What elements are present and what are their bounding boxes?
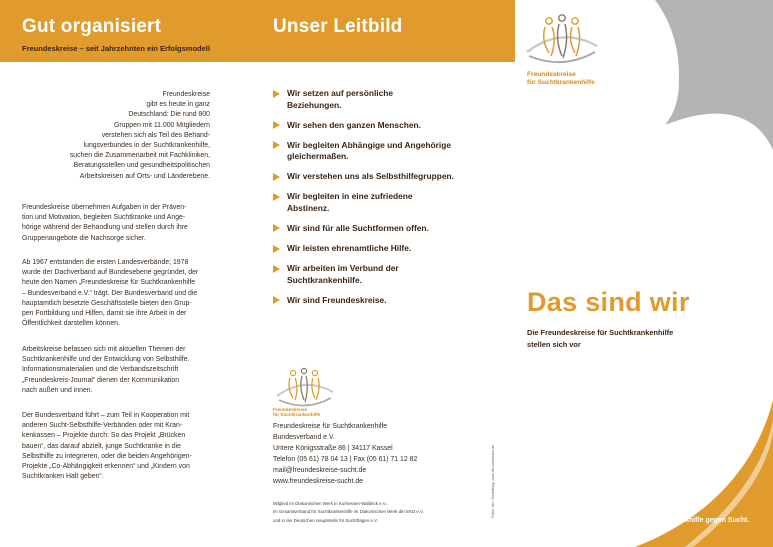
arrow-bullet-icon <box>273 193 280 201</box>
leitbild-item-text: Wir begleiten Abhängige und Angehörige gleichermaßen. <box>287 139 452 162</box>
arrow-bullet-icon <box>273 224 280 232</box>
arrow-bullet-icon <box>273 173 280 181</box>
panel2-header-band <box>257 0 515 62</box>
contact-org: Freundeskreise für Suchtkrankenhilfe <box>273 423 388 430</box>
leitbild-item <box>273 263 505 286</box>
panel-leitbild <box>257 0 515 547</box>
cover-logo-text: Freundeskreise für Suchtkrankenhilfe <box>527 71 595 86</box>
panel2-title: Unser Leitbild <box>273 16 403 37</box>
membership-line: Mitglied im Diakonischen Werk in Kurhessen-Waldeck e.V., <box>273 501 388 506</box>
contact-org-suffix: Bundesverband e.V. <box>273 434 335 442</box>
panel-cover <box>515 0 773 547</box>
leitbild-item <box>273 120 505 132</box>
leitbild-item <box>273 191 505 214</box>
panel1-title: Gut organisiert <box>22 16 162 37</box>
panel1-paragraph-geschichte: Ab 1967 entstanden die ersten Landesverbände; 1978 wurde der Dachverband auf Bundesebene gegründet, der heute den Namen „Freundeskreise für Suchtkrankenhilfe – Bundesverband e.V.“ trägt. Der Bundesverband und die hauptamtlich besetzte Geschäftsstelle bieten den Grup- pen Fortbildung und Hilfen, damit sie ihre Arbeit in der Öffentlichkeit darstellen können. <box>22 259 199 328</box>
membership-line: und in der Deutschen Hauptstelle für Suchtfragen e.V. <box>273 517 378 523</box>
leitbild-item <box>273 243 505 255</box>
panel1-paragraph-projekte: Der Bundesverband führt – zum Teil in Kooperation mit anderen Sucht-Selbsthilfe-Verbänden oder mit Kran- kenkassen – Projekte durch: So das Projekt „Brücken bauen“, das darauf abzielt, junge Suchtkranke in die Selbsthilfe zu integrieren, oder die beiden Angehörigen- Projekte „Co-Abhängigkeit erkennen“ und „Kindern von Suchtkranken Halt geben“. <box>22 412 192 481</box>
cover-title: Das sind wir <box>527 287 690 317</box>
leitbild-item <box>273 223 505 235</box>
leitbild-item-text: Wir arbeiten im Verbund der Suchtkrankenhilfe. <box>287 263 399 285</box>
design-credit: Fotos: nfo / Gestaltung: www.nfo-annemarie.de <box>491 444 495 518</box>
arrow-bullet-icon <box>273 90 280 98</box>
leitbild-item-text: Wir setzen auf persönliche Beziehungen. <box>287 88 394 110</box>
leitbild-item <box>273 140 505 163</box>
panel-gut-organisiert <box>0 0 257 547</box>
leitbild-item-text: Wir leisten ehrenamtliche Hilfe. <box>287 243 412 254</box>
leitbild-item-text: Wir verstehen uns als Selbsthilfegruppen. <box>287 171 454 182</box>
leitbild-list <box>273 88 505 315</box>
panel1-intro-paragraph: Freundeskreise gibt es heute in ganz Deutschland: Die rund 800 Gruppen mit 11.000 Mitgliedern verstehen sich als Teil des Behand- lungsverbundes in der Suchtkrankenhilfe, suchen die Zusammenarbeit mit Fachkliniken, Beratungsstellen und gesundheitspolitischen Arbeitskreisen auf Orts- und Länderebene. <box>69 91 210 180</box>
panel1-subtitle: Freundeskreise – seit Jahrzehnten ein Erfolgsmodell <box>22 44 210 53</box>
cover-tagline: Selbsthilfe gegen Sucht. <box>668 517 750 524</box>
contact-block <box>273 421 503 488</box>
arrow-bullet-icon <box>273 265 280 273</box>
leitbild-item <box>273 171 505 183</box>
leitbild-item-text: Wir begleiten in eine zufriedene Abstinenz. <box>287 191 413 213</box>
contact-website: www.freundeskreise-sucht.de <box>273 478 364 486</box>
leitbild-item-text: Wir sind Freundeskreise. <box>287 294 387 305</box>
membership-note <box>273 500 509 525</box>
contact-address: Untere Königsstraße 86 | 34117 Kassel <box>273 445 393 453</box>
contact-phone-fax: Telefon (05 61) 78 04 13 | Fax (05 61) 71 12 82 <box>273 456 418 464</box>
leitbild-item-text: Wir sehen den ganzen Menschen. <box>287 119 421 130</box>
leitbild-item-text: Wir sind für alle Suchtformen offen. <box>287 222 429 233</box>
arrow-bullet-icon <box>273 141 280 149</box>
cover-subtitle: Die Freundeskreise für Suchtkrankenhilfe stellen sich vor <box>527 328 674 349</box>
contact-email: mail@freundeskreise-sucht.de <box>273 467 367 475</box>
panel1-header-band <box>0 0 257 62</box>
leitbild-item <box>273 295 505 307</box>
panel1-paragraph-aufgaben: Freundeskreise übernehmen Aufgaben in der Präven- tion und Motivation, begleiten Suchtkranke und Ange- hörige während der Behandlung und stellen durch ihre Gruppenangebote die Nachsorge sicher. <box>22 204 188 242</box>
freundeskreise-logo-icon <box>521 8 603 72</box>
arrow-bullet-icon <box>273 121 280 129</box>
leitbild-item <box>273 88 505 111</box>
panel2-logo-text: Freundeskreise für Suchtkrankenhilfe <box>273 407 321 418</box>
arrow-bullet-icon <box>273 296 280 304</box>
panel1-paragraph-arbeitskreise: Arbeitskreise befassen sich mit aktuellen Themen der Suchtkrankenhilfe und der Entwicklung von Selbsthilfe. Informationsmaterialien und die Verbandszeitschrift „Freundeskreis-Journal“ dienen der Kommunikation nach außen und innen. <box>22 346 190 394</box>
arrow-bullet-icon <box>273 245 280 253</box>
membership-line: im Gesamtverband für Suchtkrankenhilfe im Diakonischen Werk der EKD e.V. <box>273 509 424 515</box>
